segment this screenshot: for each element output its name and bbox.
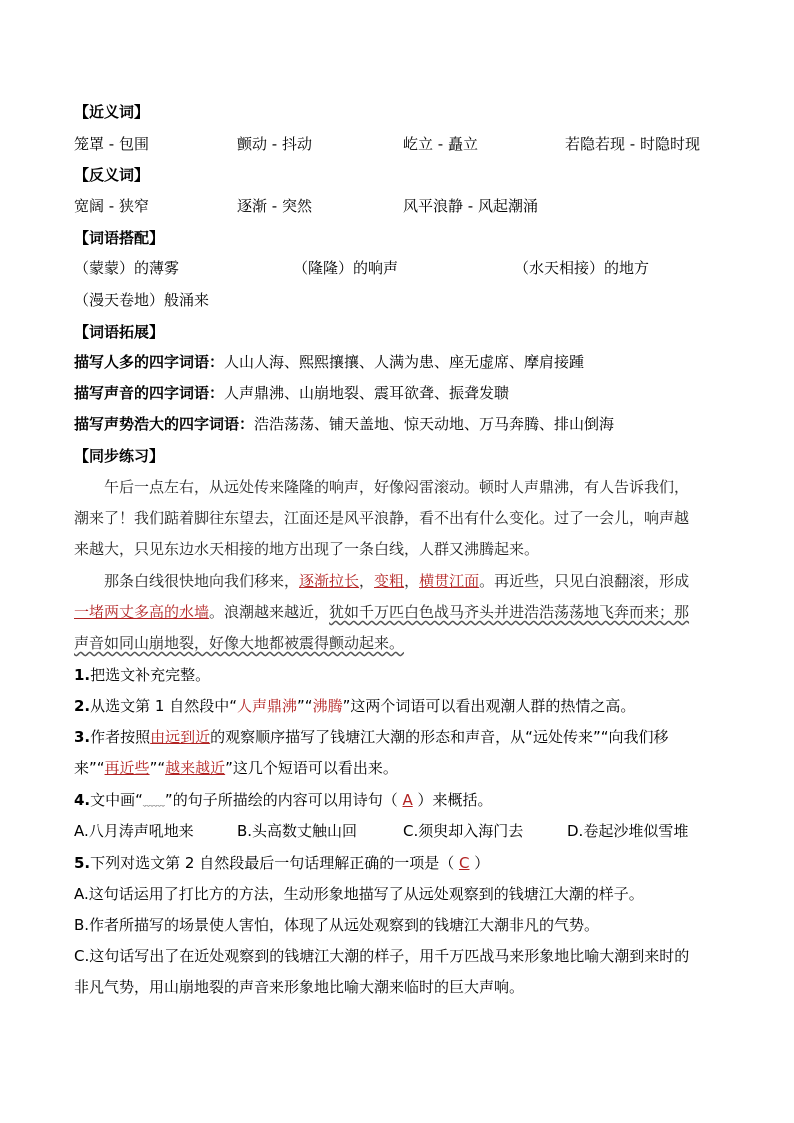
extension-row xyxy=(74,414,614,434)
answer-text: 沸腾 xyxy=(312,697,343,715)
passage-text: 。浪潮越来越近， xyxy=(209,603,330,621)
option-a: A.这句话运用了打比方的方法，生动形象地描写了从远处观察到的钱塘江大潮的样子。 xyxy=(74,885,644,903)
answer-fill: 变粗 xyxy=(374,572,405,590)
passage-p1-line: 午后一点左右，从远处传来隆隆的响声，好像闷雷滚动。顿时人声鼎沸，有人告诉我们， xyxy=(104,478,690,496)
question-text: 把选文补充完整。 xyxy=(90,666,211,684)
practice-heading: 【同步练习】 xyxy=(74,447,165,465)
passage-p1-line: 潮来了！我们踮着脚往东望去，江面还是风平浪静，看不出有什么变化。过了一会儿，响声越 xyxy=(74,509,690,527)
question-text: ”“ xyxy=(149,759,166,777)
antonyms-heading: 【反义词】 xyxy=(74,166,150,184)
passage-p2-line xyxy=(74,633,404,653)
question-text: ”“ xyxy=(297,697,313,715)
question-text: 文中画“ xyxy=(90,791,143,809)
passage-p1-line: 来越大，只见东边水天相接的地方出现了一条白线，人群又沸腾起来。 xyxy=(74,540,540,558)
extension-heading: 【词语拓展】 xyxy=(74,323,165,341)
wavy-underlined-sentence: 声音如同山崩地裂，好像大地都被震得颤动起来。 xyxy=(74,634,405,652)
collocation-item: （水天相接）的地方 xyxy=(514,259,650,277)
option-d: D.卷起沙堆似雪堆 xyxy=(567,822,689,840)
question-number: 1. xyxy=(74,666,91,684)
question-text: ”这两个词语可以看出观潮人群的热情之高。 xyxy=(342,697,636,715)
question-text: ）来概括。 xyxy=(412,791,493,809)
extension-row xyxy=(74,383,509,403)
extension-label: 描写声势浩大的四字词语： xyxy=(74,415,255,433)
passage-p2-line xyxy=(74,602,689,622)
answer-fill: 逐渐拉长 xyxy=(299,572,360,590)
synonym-item: 笼罩 - 包围 xyxy=(74,135,149,153)
question-text: 从选文第 1 自然段中“ xyxy=(90,697,237,715)
collocation-item: （蒙蒙）的薄雾 xyxy=(74,259,180,277)
question-text: ） xyxy=(469,854,490,872)
synonym-item: 若隐若现 - 时隐时现 xyxy=(565,135,700,153)
synonyms-heading: 【近义词】 xyxy=(74,103,150,121)
extension-text: 人山人海、熙熙攘攘、人满为患、座无虚席、摩肩接踵 xyxy=(224,353,585,371)
question-number: 3. xyxy=(74,728,91,746)
question-2 xyxy=(74,696,635,716)
answer-text: 由远到近 xyxy=(150,728,211,746)
collocation-item: （漫天卷地）般涌来 xyxy=(74,291,210,309)
question-number: 5. xyxy=(74,854,91,872)
wavy-underlined-sentence: 犹如千万匹白色战马齐头并进浩浩荡荡地飞奔而来；那 xyxy=(329,603,690,621)
answer-fill: 横贯江面 xyxy=(419,572,480,590)
question-text: ”的句子所描绘的内容可以用诗句（ xyxy=(164,791,403,809)
option-b: B.作者所描写的场景使人害怕，体现了从远处观察到的钱塘江大潮非凡的气势。 xyxy=(74,916,600,934)
question-4 xyxy=(74,790,493,812)
antonym-item: 宽阔 - 狭窄 xyxy=(74,197,149,215)
collocation-item: （隆隆）的响声 xyxy=(293,259,399,277)
wavy-mark-symbol: ﹏﹏ xyxy=(142,795,165,808)
extension-label: 描写声音的四字词语： xyxy=(74,384,225,402)
synonym-item: 屹立 - 矗立 xyxy=(403,135,478,153)
question-3-cont xyxy=(74,758,398,778)
question-text: ”这几个短语可以看出来。 xyxy=(225,759,398,777)
antonym-item: 逐渐 - 突然 xyxy=(237,197,312,215)
question-5 xyxy=(74,853,489,873)
answer-text: 人声鼎沸 xyxy=(237,697,298,715)
answer-fill: 一堵两丈多高的水墙 xyxy=(74,603,210,621)
option-c: C.这句话写出了在近处观察到的钱塘江大潮的样子，用千万匹战马来形象地比喻大潮到来时的 xyxy=(74,947,690,965)
passage-text: 那条白线很快地向我们移来， xyxy=(104,572,300,590)
answer-text: 再近些 xyxy=(104,759,150,777)
option-c-cont: 非凡气势，用山崩地裂的声音来形象地比喻大潮来临时的巨大声响。 xyxy=(74,978,525,996)
extension-row xyxy=(74,352,584,372)
answer-text: A xyxy=(402,791,413,809)
extension-text: 人声鼎沸、山崩地裂、震耳欲聋、振聋发聩 xyxy=(224,384,510,402)
answer-text: C xyxy=(459,854,470,872)
question-text: 作者按照 xyxy=(90,728,151,746)
option-a: A.八月涛声吼地来 xyxy=(74,822,194,840)
collocations-heading: 【词语搭配】 xyxy=(74,229,165,247)
extension-label: 描写人多的四字词语： xyxy=(74,353,225,371)
question-3 xyxy=(74,727,669,747)
question-text: 来”“ xyxy=(74,759,105,777)
passage-text: ， xyxy=(359,572,375,590)
question-text: 的观察顺序描写了钱塘江大潮的形态和声音，从“远处传来”“向我们移 xyxy=(210,728,669,746)
question-number: 2. xyxy=(74,697,91,715)
option-b: B.头高数丈触山回 xyxy=(237,822,358,840)
passage-text: 。再近些，只见白浪翻滚，形成 xyxy=(479,572,690,590)
question-text: 下列对选文第 2 自然段最后一句话理解正确的一项是（ xyxy=(90,854,459,872)
passage-text: ， xyxy=(404,572,420,590)
antonym-item: 风平浪静 - 风起潮涌 xyxy=(403,197,538,215)
question-number: 4. xyxy=(74,791,91,809)
option-c: C.须臾却入海门去 xyxy=(403,822,524,840)
extension-text: 浩浩荡荡、铺天盖地、惊天动地、万马奔腾、排山倒海 xyxy=(254,415,615,433)
answer-text: 越来越近 xyxy=(165,759,226,777)
passage-p2-line xyxy=(104,571,689,591)
synonym-item: 颤动 - 抖动 xyxy=(237,135,312,153)
question-1 xyxy=(74,665,210,685)
